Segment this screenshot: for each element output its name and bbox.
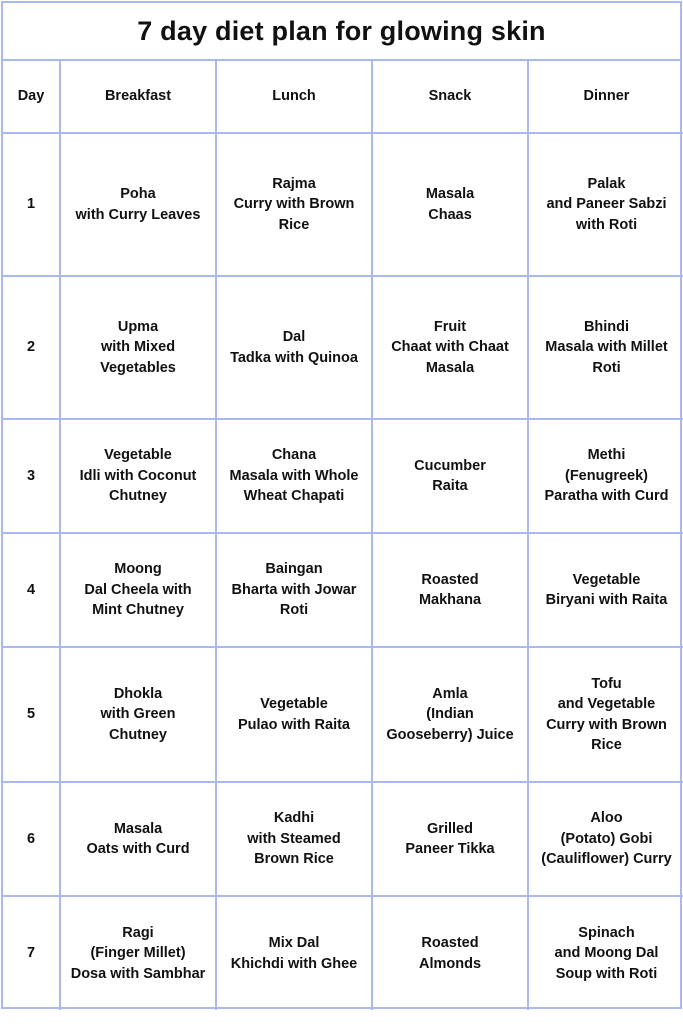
- table-row: [3, 276, 683, 419]
- table-row: [3, 133, 683, 276]
- header-day: Day: [3, 61, 60, 133]
- day-cell: 1: [3, 133, 60, 276]
- breakfast-cell: Masala Oats with Curd: [60, 782, 216, 896]
- table-row: [3, 533, 683, 647]
- dinner-cell: Methi (Fenugreek) Paratha with Curd: [528, 419, 683, 533]
- day-cell: 6: [3, 782, 60, 896]
- snack-cell: Cucumber Raita: [372, 419, 528, 533]
- lunch-cell: Rajma Curry with Brown Rice: [216, 133, 372, 276]
- dinner-cell: Vegetable Biryani with Raita: [528, 533, 683, 647]
- day-cell: 3: [3, 419, 60, 533]
- lunch-cell: Baingan Bharta with Jowar Roti: [216, 533, 372, 647]
- header-breakfast: Breakfast: [60, 61, 216, 133]
- table-row: [3, 647, 683, 782]
- dinner-cell: Bhindi Masala with Millet Roti: [528, 276, 683, 419]
- snack-cell: Roasted Almonds: [372, 896, 528, 1010]
- dinner-cell: Aloo (Potato) Gobi (Cauliflower) Curry: [528, 782, 683, 896]
- breakfast-cell: Moong Dal Cheela with Mint Chutney: [60, 533, 216, 647]
- breakfast-cell: Poha with Curry Leaves: [60, 133, 216, 276]
- lunch-cell: Vegetable Pulao with Raita: [216, 647, 372, 782]
- header-snack: Snack: [372, 61, 528, 133]
- lunch-cell: Kadhi with Steamed Brown Rice: [216, 782, 372, 896]
- lunch-cell: Mix Dal Khichdi with Ghee: [216, 896, 372, 1010]
- header-row: [3, 61, 683, 133]
- snack-cell: Grilled Paneer Tikka: [372, 782, 528, 896]
- lunch-cell: Dal Tadka with Quinoa: [216, 276, 372, 419]
- snack-cell: Masala Chaas: [372, 133, 528, 276]
- day-cell: 7: [3, 896, 60, 1010]
- page-title: 7 day diet plan for glowing skin: [3, 3, 680, 61]
- snack-cell: Fruit Chaat with Chaat Masala: [372, 276, 528, 419]
- header-lunch: Lunch: [216, 61, 372, 133]
- breakfast-cell: Ragi (Finger Millet) Dosa with Sambhar: [60, 896, 216, 1010]
- dinner-cell: Spinach and Moong Dal Soup with Roti: [528, 896, 683, 1010]
- diet-plan-table: [3, 61, 683, 1010]
- table-row: [3, 896, 683, 1010]
- table-row: [3, 782, 683, 896]
- snack-cell: Roasted Makhana: [372, 533, 528, 647]
- breakfast-cell: Vegetable Idli with Coconut Chutney: [60, 419, 216, 533]
- table-row: [3, 419, 683, 533]
- day-cell: 4: [3, 533, 60, 647]
- header-dinner: Dinner: [528, 61, 683, 133]
- diet-plan-sheet: [1, 1, 682, 1009]
- breakfast-cell: Upma with Mixed Vegetables: [60, 276, 216, 419]
- snack-cell: Amla (Indian Gooseberry) Juice: [372, 647, 528, 782]
- breakfast-cell: Dhokla with Green Chutney: [60, 647, 216, 782]
- dinner-cell: Palak and Paneer Sabzi with Roti: [528, 133, 683, 276]
- lunch-cell: Chana Masala with Whole Wheat Chapati: [216, 419, 372, 533]
- day-cell: 2: [3, 276, 60, 419]
- day-cell: 5: [3, 647, 60, 782]
- dinner-cell: Tofu and Vegetable Curry with Brown Rice: [528, 647, 683, 782]
